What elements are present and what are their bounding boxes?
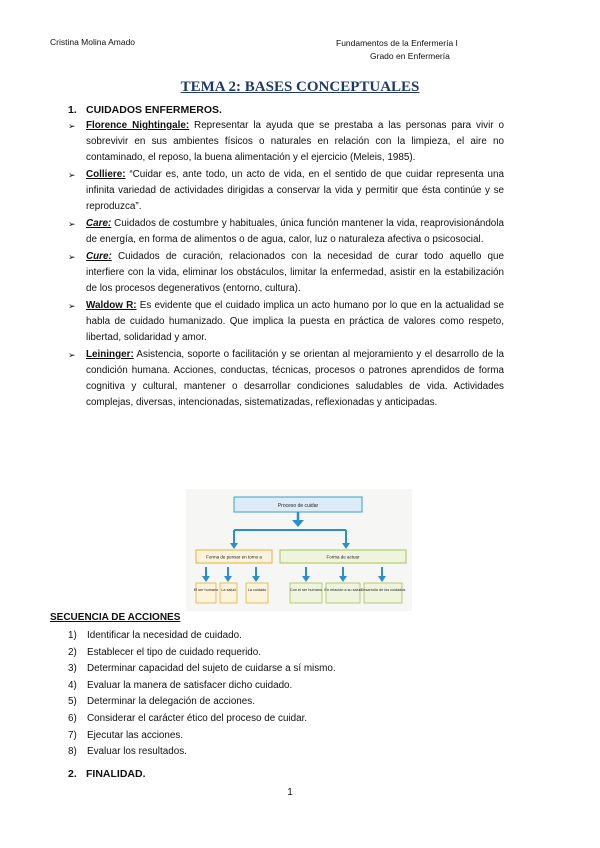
- definition-text: Cuidados de curación, relacionados con la necesidad de curar todo aquello que interfiere con la vida, eliminar los obstáculos, limitar la enfermedad, asistir en la estabilización de los procesos degenerativos (entorno, cultura).: [86, 251, 504, 294]
- step-number: 8): [68, 746, 77, 758]
- sequence-step: [68, 711, 336, 728]
- definition-text: Cuidados de costumbre y habituales, única función mantener la vida, reaprovisionándola de energía, en forma de alimentos o de agua, calor, luz o naturaleza afectiva o psicosocial.: [86, 218, 504, 245]
- step-number: 7): [68, 729, 77, 741]
- sequence-step: [68, 661, 336, 678]
- step-number: 1): [68, 630, 77, 641]
- step-text: Ejecutar las acciones.: [87, 729, 184, 741]
- header-course-info: [336, 37, 458, 63]
- arrow-bullet-icon: ➢: [68, 350, 76, 360]
- definition-text: Es evidente que el cuidado implica un acto humano por lo que en la actualidad se habla de cuidado humanizado. Que implica la puesta en práctica de valores como respeto, libertad, solidaridad y amor.: [86, 300, 504, 343]
- diagram-leaf-box: [220, 583, 237, 603]
- definition-term: Florence Nightingale:: [86, 120, 190, 131]
- diagram-leaf-label: Desarrollo de los cuidados: [360, 588, 406, 592]
- sequence-step: [68, 728, 336, 745]
- diagram-leaf-box: [364, 583, 402, 603]
- section-number: 2.: [68, 768, 77, 780]
- diagram-leaf-label: Con el ser humano: [289, 588, 323, 592]
- sequence-heading: SECUENCIA DE ACCIONES: [50, 612, 181, 623]
- definition-text: Asistencia, soporte o facilitación y se orientan al mejoramiento y el desarrollo de la condición humana. Acciones, conductas, técnicas, procesos o patrones aprendidos de forma cognitiva y cultural, mantener o desarrollar condiciones saludables de vida. Actividades complejas, diversas, intencionadas, sistematizadas, reflexionadas y anticipadas.: [86, 349, 504, 408]
- step-text: Evaluar la manera de satisfacer dicho cuidado.: [87, 679, 293, 691]
- step-text: Determinar capacidad del sujeto de cuidarse a sí mismo.: [87, 663, 336, 675]
- section-number: 1.: [68, 104, 77, 116]
- sequence-step: [68, 628, 336, 645]
- sequence-step: [68, 744, 336, 761]
- step-number: 3): [68, 663, 77, 675]
- diagram-leaf-box: [290, 583, 322, 603]
- definition-term: Colliere:: [86, 169, 126, 180]
- definition-term: Leininger:: [86, 349, 134, 360]
- diagram-leaf-label: En relación a su salud: [324, 588, 362, 592]
- diagram-leaf-box: [193, 583, 219, 603]
- step-number: 5): [68, 696, 77, 708]
- arrow-bullet-icon: ➢: [68, 301, 76, 311]
- sequence-step: [68, 678, 336, 695]
- step-text: Evaluar los resultados.: [87, 746, 187, 758]
- section-heading-cuidados: [68, 104, 222, 116]
- diagram-top-label: Proceso de cuidar: [277, 503, 319, 509]
- definition-text: Representar la ayuda que se prestaba a las personas para vivir o sobrevivir en sus ambientes físicos o naturales en relación con la limpieza, el aire no contaminado, el reposo, la buena alimentación y el ejercicio (Meleis, 1985).: [86, 120, 504, 163]
- sequence-step: [68, 645, 336, 662]
- section-title: FINALIDAD.: [86, 768, 146, 780]
- diagram-leaf-box: [246, 583, 268, 603]
- diagram-leaf-label: La cuidado: [247, 588, 267, 592]
- step-text: Determinar la delegación de acciones.: [87, 696, 255, 708]
- sequence-list: [68, 628, 336, 761]
- section-heading-finalidad: [68, 768, 146, 780]
- header-degree: Grado en Enfermería: [370, 51, 450, 61]
- step-number: 2): [68, 646, 77, 658]
- definition-item: [68, 118, 504, 166]
- definition-term: Cure:: [86, 251, 112, 262]
- arrow-bullet-icon: ➢: [68, 170, 76, 180]
- definition-item: [68, 167, 504, 215]
- diagram-leaf-label: El ser humano: [193, 588, 219, 592]
- step-text: Considerar el carácter ético del proceso de cuidar.: [87, 712, 308, 724]
- step-number: 4): [68, 679, 77, 691]
- arrow-bullet-icon: ➢: [68, 121, 76, 131]
- diagram-leaf-label: La salud: [221, 588, 236, 592]
- diagram-right-group-label: Forma de actuar: [326, 554, 360, 560]
- definition-item: [68, 216, 504, 248]
- step-number: 6): [68, 712, 77, 724]
- definition-item: [68, 249, 504, 297]
- step-text: Establecer el tipo de cuidado requerido.: [87, 646, 262, 658]
- sequence-step: [68, 694, 336, 711]
- header-author: Cristina Molina Amado: [50, 37, 136, 47]
- page-title: TEMA 2: BASES CONCEPTUALES: [180, 79, 420, 95]
- diagram-left-group-label: Forma de pensar en torno a: [206, 554, 262, 560]
- definition-item: [68, 347, 504, 411]
- step-text: Identificar la necesidad de cuidado.: [87, 630, 242, 641]
- care-process-diagram: [186, 489, 412, 611]
- definition-term: Care:: [86, 218, 112, 229]
- page-number: 1: [287, 787, 293, 798]
- definitions-list: [68, 118, 504, 412]
- arrow-bullet-icon: ➢: [68, 219, 76, 229]
- header-course: Fundamentos de la Enfermería I: [336, 38, 458, 48]
- definition-item: [68, 298, 504, 346]
- arrow-bullet-icon: ➢: [68, 252, 76, 262]
- definition-term: Waldow R:: [86, 300, 137, 311]
- definition-text: “Cuidar es, ante todo, un acto de vida, en el sentido de que cuidar representa una infinita variedad de actividades dirigidas a conservar la vida y permitir que ésta continúe y se reproduzca”.: [86, 169, 504, 212]
- section-title: CUIDADOS ENFERMEROS.: [86, 104, 222, 116]
- diagram-leaf-box: [326, 583, 360, 603]
